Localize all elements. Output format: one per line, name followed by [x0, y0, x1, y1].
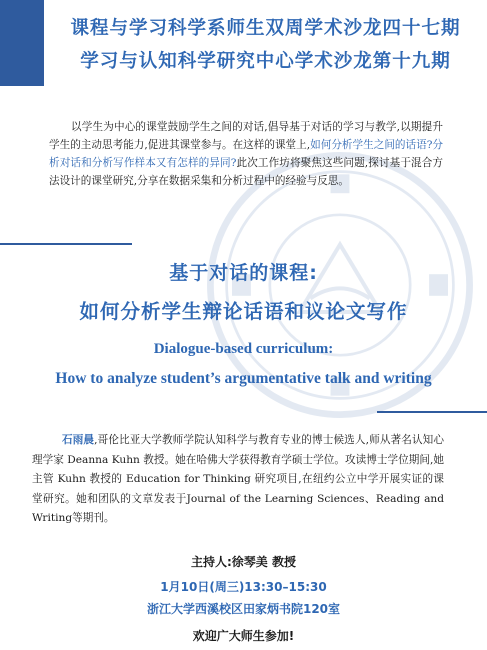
speaker-bio-text: ,哥伦比亚大学教师学院认知科学与教育专业的博士候选人,师从著名认知心理学家 Deanna Kuhn 教授。她在哈佛大学获得教育学硕士学位。攻读博士学位期间,她主管 Kuhn 教授的 Education for Thinking 研究项目,在纽约公立中学开展实证的课堂研究。她和团队的文章发表于Journal of the Learning Sciences、Reading and Writing等期刊。	[32, 434, 444, 524]
divider-left	[0, 243, 132, 245]
intro-text-2: 此次工作坊将聚焦这些问题,探讨基于混合方法设计的课堂研究,分享在数据采集和分析过程中的经验与反思。	[49, 157, 443, 187]
header-accent-block	[0, 0, 44, 86]
center-salon-title: 学习与认知科学研究中心学术沙龙第十九期	[80, 51, 451, 72]
talk-title-zh-line1: 基于对话的课程:	[169, 262, 318, 284]
talk-title-en-line1: Dialogue-based curriculum:	[153, 341, 334, 357]
welcome-note: 欢迎广大师生参加!	[192, 629, 295, 643]
intro-highlight: 如何分析学生之间的话语?分析对话和分析写作样本又有怎样的异同?	[49, 139, 443, 169]
talk-title-zh-line2: 如何分析学生辩论话语和议论文写作	[79, 300, 408, 323]
intro-paragraph	[49, 118, 443, 190]
talk-title-en-line2: How to analyze student’s argumentative talk and writing	[55, 370, 432, 387]
event-venue: 浙江大学西溪校区田家炳书院120室	[146, 602, 341, 616]
intro-text-1: 以学生为中心的课堂鼓励学生之间的对话,倡导基于对话的学习与教学,以期提升学生的主动思考能力,促进其课堂参与。在这样的课堂上,	[49, 121, 443, 151]
speaker-bio	[32, 431, 444, 529]
speaker-name: 石雨晨	[62, 434, 95, 446]
salon-series-title: 课程与学习科学系师生双周学术沙龙四十七期	[70, 18, 461, 39]
host-info: 主持人:徐琴美 教授	[191, 555, 296, 569]
divider-right	[377, 411, 487, 413]
event-time: 1月10日(周三)13:30–15:30	[160, 580, 327, 594]
